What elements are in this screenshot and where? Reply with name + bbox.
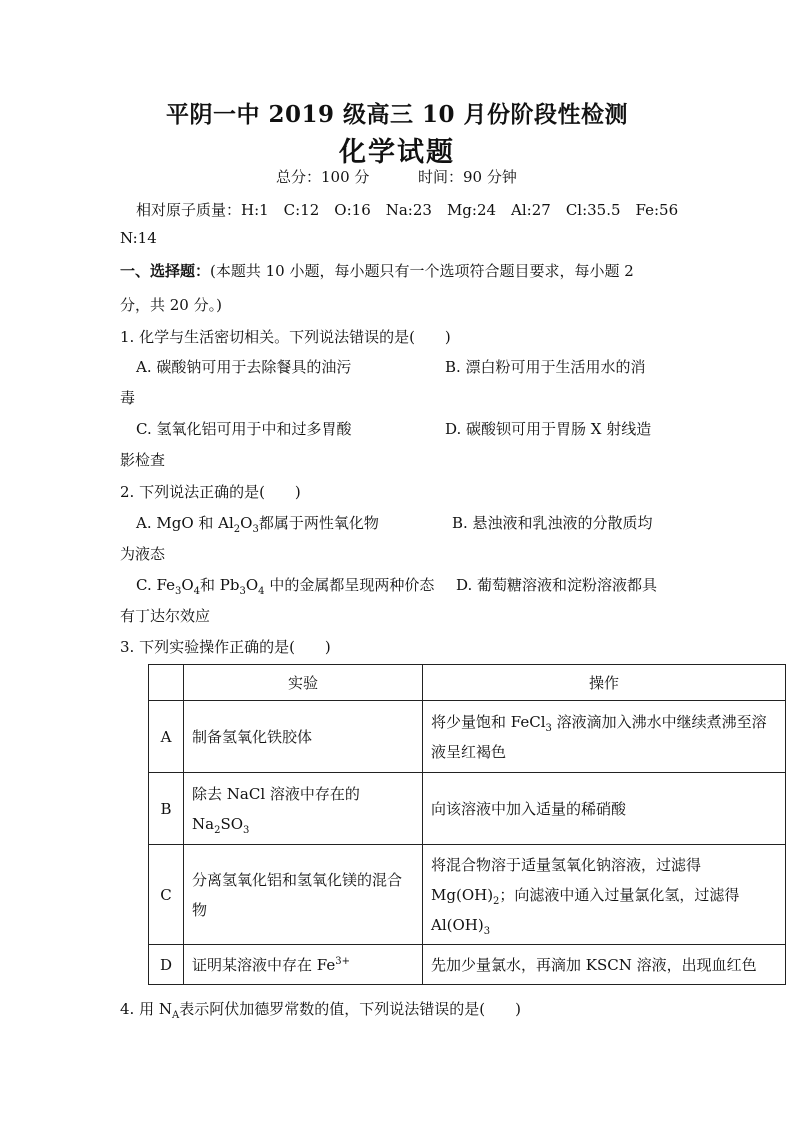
q2-option-d-cont: 有丁达尔效应 <box>120 607 211 625</box>
q1-option-c: C. 氢氧化铝可用于中和过多胃酸 <box>136 420 352 438</box>
total-score: 总分：100 分 <box>276 168 370 186</box>
row-option-label: A <box>149 701 184 773</box>
q1-option-b-cont: 毒 <box>120 389 136 407</box>
section-instruction-cont: 分，共 20 分。) <box>120 296 222 314</box>
section-instruction: (本题共 10 小题，每小题只有一个选项符合题目要求，每小题 2 <box>210 262 634 280</box>
q3-table <box>148 664 786 985</box>
q1-stem: 1. 化学与生活密切相关。下列说法错误的是( ) <box>120 328 451 346</box>
q2-option-b-cont: 为液态 <box>120 545 166 563</box>
row-operation: 将少量饱和 FeCl$_3$ 溶液滴加入沸水中继续煮沸至溶液呈红褐色 <box>423 701 786 773</box>
atomic-mass-line-cont: N:14 <box>120 229 157 247</box>
q2-stem: 2. 下列说法正确的是( ) <box>120 483 301 501</box>
page-title: 平阴一中 2019 级高三 10 月份阶段性检测 <box>165 101 629 128</box>
row-option-label: C <box>149 845 184 945</box>
table-row <box>149 701 786 773</box>
q1-option-d-cont: 影检查 <box>120 451 166 469</box>
q1-option-b: B. 漂白粉可用于生活用水的消 <box>445 358 646 376</box>
q1-option-a: A. 碳酸钠可用于去除餐具的油污 <box>136 358 352 376</box>
table-header-operation: 操作 <box>423 665 786 701</box>
q2-option-b: B. 悬浊液和乳浊液的分散质均 <box>452 514 653 532</box>
q2-option-a: A. MgO 和 $Al_2O_3$都属于两性氧化物 <box>136 514 379 535</box>
table-header-row <box>149 665 786 701</box>
table-row <box>149 845 786 945</box>
row-operation: 先加少量氯水，再滴加 KSCN 溶液，出现血红色 <box>423 945 786 985</box>
section-heading-label: 一、选择题： <box>120 262 211 280</box>
row-operation: 将混合物溶于适量氢氧化钠溶液，过滤得 $Mg(OH)_2$；向滤液中通入过量氯化氢，过滤得 $Al(OH)_3$ <box>423 845 786 945</box>
table-header-blank <box>149 665 184 701</box>
atomic-mass-line: 相对原子质量：H:1 C:12 O:16 Na:23 Mg:24 Al:27 Cl:35.5 Fe:56 <box>136 201 679 219</box>
row-experiment: 制备氢氧化铁胶体 <box>184 701 423 773</box>
section-heading <box>120 260 634 281</box>
row-option-label: D <box>149 945 184 985</box>
table-row <box>149 773 786 845</box>
q2-option-d: D. 葡萄糖溶液和淀粉溶液都具 <box>456 576 658 594</box>
row-option-label: B <box>149 773 184 845</box>
row-experiment: 分离氢氧化铝和氢氧化镁的混合物 <box>184 845 423 945</box>
row-operation: 向该溶液中加入适量的稀硝酸 <box>423 773 786 845</box>
q4-stem: 4. 用 $N_A$表示阿伏加德罗常数的值，下列说法错误的是( ) <box>120 1000 521 1021</box>
q1-option-d: D. 碳酸钡可用于胃肠 X 射线造 <box>445 420 652 438</box>
row-experiment: 证明某溶液中存在 $Fe^{3+}$ <box>184 945 423 985</box>
exam-time: 时间：90 分钟 <box>418 168 517 186</box>
q2-option-c: C. $Fe_3O_4$和 $Pb_3O_4$ 中的金属都呈现两种价态 <box>136 576 435 597</box>
row-experiment: 除去 NaCl 溶液中存在的 $Na_2SO_3$ <box>184 773 423 845</box>
table-row <box>149 945 786 985</box>
subject-title: 化学试题 <box>339 137 455 168</box>
q3-stem: 3. 下列实验操作正确的是( ) <box>120 638 331 656</box>
table-header-experiment: 实验 <box>184 665 423 701</box>
